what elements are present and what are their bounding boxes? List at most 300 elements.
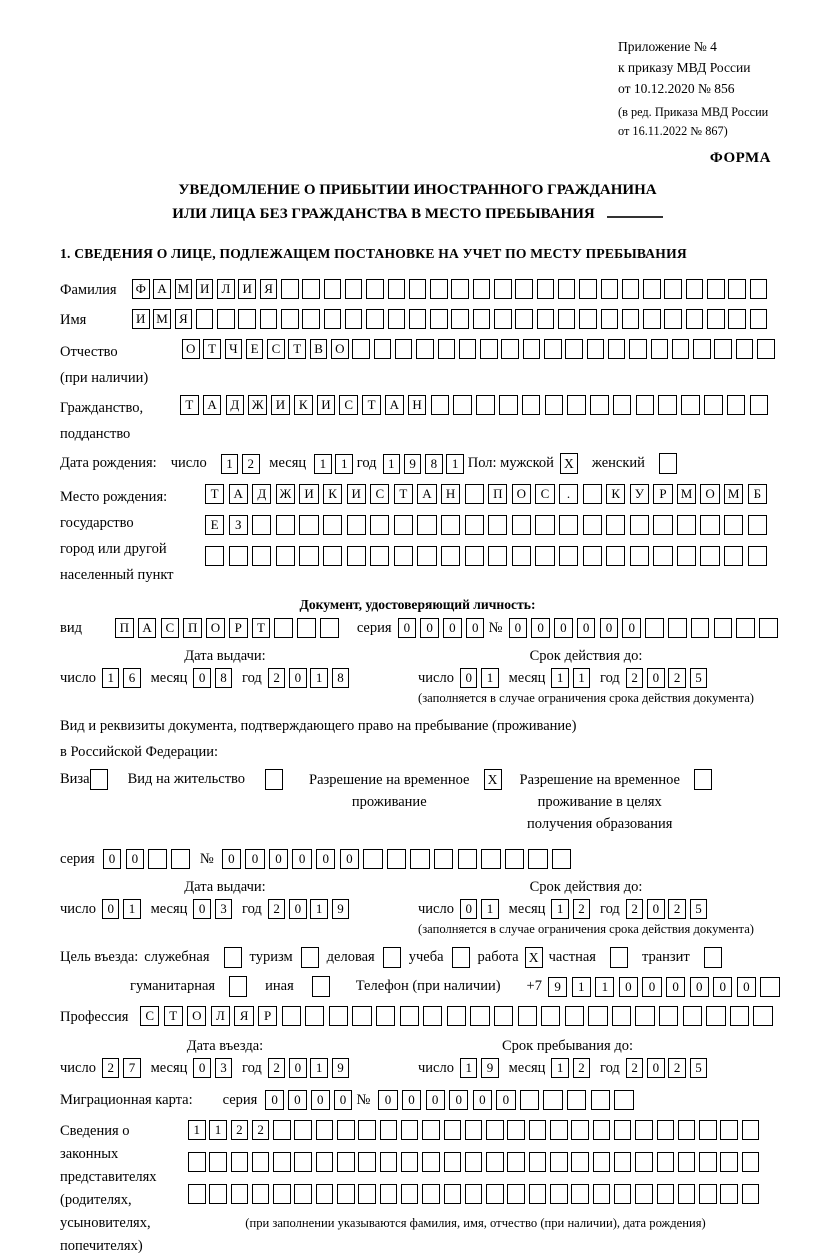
char-box[interactable]: [209, 1184, 227, 1204]
char-box[interactable]: И: [299, 484, 318, 504]
char-box[interactable]: [657, 1184, 675, 1204]
char-box[interactable]: А: [417, 484, 436, 504]
temp-residence-checkbox[interactable]: X: [484, 769, 502, 790]
mc-number-boxes[interactable]: [378, 1090, 638, 1110]
char-box[interactable]: [742, 1120, 760, 1140]
char-box[interactable]: [736, 618, 755, 638]
char-box[interactable]: [458, 849, 477, 869]
char-box[interactable]: [352, 1006, 371, 1026]
char-box[interactable]: [720, 1184, 738, 1204]
char-box[interactable]: 1: [551, 668, 569, 688]
char-box[interactable]: [363, 849, 382, 869]
char-box[interactable]: [401, 1152, 419, 1172]
char-box[interactable]: [565, 1006, 584, 1026]
char-box[interactable]: [370, 515, 389, 535]
char-box[interactable]: [380, 1120, 398, 1140]
char-box[interactable]: [571, 1152, 589, 1172]
char-box[interactable]: Ж: [248, 395, 267, 415]
char-box[interactable]: [750, 395, 769, 415]
char-box[interactable]: [345, 309, 363, 329]
char-box[interactable]: [515, 309, 533, 329]
char-box[interactable]: [320, 618, 339, 638]
char-box[interactable]: [358, 1120, 376, 1140]
char-box[interactable]: 0: [289, 1058, 307, 1078]
char-box[interactable]: 2: [668, 899, 686, 919]
reps-line2-boxes[interactable]: [188, 1152, 763, 1172]
char-box[interactable]: Р: [653, 484, 672, 504]
char-box[interactable]: [571, 1120, 589, 1140]
char-box[interactable]: Е: [205, 515, 224, 535]
char-box[interactable]: [760, 977, 779, 997]
char-box[interactable]: [422, 1120, 440, 1140]
char-box[interactable]: [653, 515, 672, 535]
char-box[interactable]: Т: [180, 395, 199, 415]
char-box[interactable]: [681, 395, 700, 415]
char-box[interactable]: М: [175, 279, 193, 299]
char-box[interactable]: 0: [619, 977, 638, 997]
char-box[interactable]: 3: [215, 1058, 233, 1078]
char-box[interactable]: [593, 1184, 611, 1204]
char-box[interactable]: С: [267, 339, 285, 359]
sex-male-checkbox[interactable]: X: [560, 453, 578, 474]
char-box[interactable]: Д: [226, 395, 245, 415]
char-box[interactable]: Н: [408, 395, 427, 415]
char-box[interactable]: 2: [668, 668, 686, 688]
char-box[interactable]: [622, 279, 640, 299]
visa-checkbox[interactable]: [90, 769, 108, 790]
char-box[interactable]: 9: [404, 454, 422, 474]
char-box[interactable]: Я: [175, 309, 193, 329]
char-box[interactable]: [453, 395, 472, 415]
rd-issue-year-boxes[interactable]: [268, 899, 353, 919]
char-box[interactable]: 0: [647, 899, 665, 919]
char-box[interactable]: [614, 1120, 632, 1140]
char-box[interactable]: [337, 1120, 355, 1140]
char-box[interactable]: 9: [332, 1058, 350, 1078]
char-box[interactable]: [550, 1184, 568, 1204]
char-box[interactable]: 1: [221, 454, 239, 474]
char-box[interactable]: [657, 1152, 675, 1172]
char-box[interactable]: [590, 395, 609, 415]
char-box[interactable]: 0: [311, 1090, 330, 1110]
char-box[interactable]: 1: [123, 899, 141, 919]
char-box[interactable]: 0: [126, 849, 145, 869]
char-box[interactable]: [606, 515, 625, 535]
char-box[interactable]: [273, 1152, 291, 1172]
char-box[interactable]: [501, 339, 519, 359]
char-box[interactable]: [535, 515, 554, 535]
char-box[interactable]: 2: [573, 1058, 591, 1078]
char-box[interactable]: [400, 1006, 419, 1026]
char-box[interactable]: [672, 339, 690, 359]
char-box[interactable]: 1: [446, 454, 464, 474]
char-box[interactable]: [559, 515, 578, 535]
char-box[interactable]: А: [385, 395, 404, 415]
id-issue-day-boxes[interactable]: [102, 668, 145, 688]
char-box[interactable]: [316, 1120, 334, 1140]
char-box[interactable]: 0: [690, 977, 709, 997]
char-box[interactable]: 1: [595, 977, 614, 997]
char-box[interactable]: [678, 1120, 696, 1140]
char-box[interactable]: [567, 1090, 586, 1110]
char-box[interactable]: [430, 309, 448, 329]
char-box[interactable]: [476, 395, 495, 415]
char-box[interactable]: [608, 339, 626, 359]
char-box[interactable]: 1: [572, 977, 591, 997]
char-box[interactable]: 2: [268, 668, 286, 688]
char-box[interactable]: [601, 309, 619, 329]
char-box[interactable]: 0: [193, 1058, 211, 1078]
char-box[interactable]: 2: [242, 454, 260, 474]
char-box[interactable]: [505, 849, 524, 869]
char-box[interactable]: [274, 618, 293, 638]
char-box[interactable]: 2: [626, 899, 644, 919]
char-box[interactable]: [422, 1152, 440, 1172]
char-box[interactable]: [714, 618, 733, 638]
char-box[interactable]: 1: [310, 668, 328, 688]
char-box[interactable]: К: [294, 395, 313, 415]
char-box[interactable]: Я: [234, 1006, 253, 1026]
char-box[interactable]: [529, 1152, 547, 1172]
char-box[interactable]: П: [488, 484, 507, 504]
char-box[interactable]: [643, 309, 661, 329]
char-box[interactable]: 0: [288, 1090, 307, 1110]
char-box[interactable]: [668, 618, 687, 638]
char-box[interactable]: [465, 546, 484, 566]
stay-day-boxes[interactable]: [460, 1058, 503, 1078]
rd-number-boxes[interactable]: [222, 849, 576, 869]
char-box[interactable]: 0: [316, 849, 335, 869]
char-box[interactable]: [571, 1184, 589, 1204]
char-box[interactable]: И: [238, 279, 256, 299]
char-box[interactable]: [635, 1152, 653, 1172]
char-box[interactable]: 1: [481, 668, 499, 688]
char-box[interactable]: М: [724, 484, 743, 504]
char-box[interactable]: [677, 515, 696, 535]
char-box[interactable]: [366, 309, 384, 329]
char-box[interactable]: 1: [335, 454, 353, 474]
char-box[interactable]: [657, 1120, 675, 1140]
char-box[interactable]: [730, 1006, 749, 1026]
char-box[interactable]: С: [140, 1006, 159, 1026]
char-box[interactable]: 0: [466, 618, 485, 638]
char-box[interactable]: [252, 1152, 270, 1172]
char-box[interactable]: [558, 309, 576, 329]
char-box[interactable]: 5: [690, 1058, 708, 1078]
char-box[interactable]: 2: [268, 899, 286, 919]
id-valid-year-boxes[interactable]: [626, 668, 711, 688]
char-box[interactable]: [499, 395, 518, 415]
char-box[interactable]: [614, 1152, 632, 1172]
residence-permit-checkbox[interactable]: [265, 769, 283, 790]
purpose-official-checkbox[interactable]: [224, 947, 242, 968]
char-box[interactable]: 1: [573, 668, 591, 688]
char-box[interactable]: [518, 1006, 537, 1026]
char-box[interactable]: С: [161, 618, 180, 638]
char-box[interactable]: Л: [211, 1006, 230, 1026]
char-box[interactable]: 2: [668, 1058, 686, 1078]
char-box[interactable]: И: [347, 484, 366, 504]
char-box[interactable]: 0: [460, 899, 478, 919]
char-box[interactable]: [231, 1152, 249, 1172]
char-box[interactable]: 0: [245, 849, 264, 869]
char-box[interactable]: [387, 849, 406, 869]
char-box[interactable]: [494, 1006, 513, 1026]
char-box[interactable]: [544, 339, 562, 359]
char-box[interactable]: 0: [269, 849, 288, 869]
char-box[interactable]: З: [229, 515, 248, 535]
char-box[interactable]: [552, 849, 571, 869]
char-box[interactable]: О: [187, 1006, 206, 1026]
char-box[interactable]: [470, 1006, 489, 1026]
char-box[interactable]: 7: [123, 1058, 141, 1078]
char-box[interactable]: [410, 849, 429, 869]
char-box[interactable]: [558, 279, 576, 299]
char-box[interactable]: 0: [103, 849, 122, 869]
char-box[interactable]: [529, 1184, 547, 1204]
char-box[interactable]: [750, 279, 768, 299]
char-box[interactable]: 0: [402, 1090, 421, 1110]
char-box[interactable]: [693, 339, 711, 359]
char-box[interactable]: 1: [551, 899, 569, 919]
char-box[interactable]: [614, 1090, 633, 1110]
birth-place-line3-boxes[interactable]: [205, 546, 771, 566]
char-box[interactable]: 0: [443, 618, 462, 638]
char-box[interactable]: [486, 1152, 504, 1172]
char-box[interactable]: [409, 309, 427, 329]
char-box[interactable]: 9: [481, 1058, 499, 1078]
char-box[interactable]: 2: [268, 1058, 286, 1078]
stay-month-boxes[interactable]: [551, 1058, 594, 1078]
char-box[interactable]: 1: [310, 899, 328, 919]
purpose-study-checkbox[interactable]: [452, 947, 470, 968]
char-box[interactable]: 0: [292, 849, 311, 869]
char-box[interactable]: [659, 1006, 678, 1026]
char-box[interactable]: [727, 395, 746, 415]
char-box[interactable]: 0: [289, 899, 307, 919]
char-box[interactable]: [507, 1184, 525, 1204]
char-box[interactable]: [686, 279, 704, 299]
birth-place-line2-boxes[interactable]: [205, 515, 771, 535]
char-box[interactable]: [444, 1120, 462, 1140]
char-box[interactable]: [217, 309, 235, 329]
char-box[interactable]: [714, 339, 732, 359]
char-box[interactable]: [759, 618, 778, 638]
char-box[interactable]: [480, 339, 498, 359]
char-box[interactable]: [636, 395, 655, 415]
char-box[interactable]: [347, 515, 366, 535]
char-box[interactable]: [630, 546, 649, 566]
char-box[interactable]: [388, 279, 406, 299]
char-box[interactable]: [528, 849, 547, 869]
char-box[interactable]: [282, 1006, 301, 1026]
char-box[interactable]: [565, 339, 583, 359]
char-box[interactable]: Ч: [225, 339, 243, 359]
char-box[interactable]: [742, 1184, 760, 1204]
char-box[interactable]: [252, 1184, 270, 1204]
char-box[interactable]: [252, 515, 271, 535]
char-box[interactable]: 0: [509, 618, 528, 638]
char-box[interactable]: [337, 1152, 355, 1172]
char-box[interactable]: 8: [215, 668, 233, 688]
char-box[interactable]: П: [115, 618, 134, 638]
char-box[interactable]: 1: [209, 1120, 227, 1140]
birth-place-line1-boxes[interactable]: [205, 484, 771, 504]
rd-series-boxes[interactable]: [103, 849, 194, 869]
char-box[interactable]: [486, 1120, 504, 1140]
char-box[interactable]: 0: [647, 1058, 665, 1078]
char-box[interactable]: 0: [531, 618, 550, 638]
char-box[interactable]: [273, 1120, 291, 1140]
char-box[interactable]: [728, 309, 746, 329]
char-box[interactable]: [550, 1152, 568, 1172]
char-box[interactable]: Т: [362, 395, 381, 415]
char-box[interactable]: 0: [398, 618, 417, 638]
char-box[interactable]: [434, 849, 453, 869]
char-box[interactable]: Т: [205, 484, 224, 504]
char-box[interactable]: [352, 339, 370, 359]
char-box[interactable]: [441, 515, 460, 535]
char-box[interactable]: [431, 395, 450, 415]
char-box[interactable]: П: [183, 618, 202, 638]
char-box[interactable]: [700, 515, 719, 535]
char-box[interactable]: [451, 309, 469, 329]
char-box[interactable]: [591, 1090, 610, 1110]
char-box[interactable]: 0: [102, 899, 120, 919]
char-box[interactable]: 1: [314, 454, 332, 474]
purpose-tourism-checkbox[interactable]: [301, 947, 319, 968]
char-box[interactable]: [423, 1006, 442, 1026]
char-box[interactable]: [612, 1006, 631, 1026]
char-box[interactable]: 2: [102, 1058, 120, 1078]
char-box[interactable]: [541, 1006, 560, 1026]
char-box[interactable]: [567, 395, 586, 415]
char-box[interactable]: [635, 1006, 654, 1026]
char-box[interactable]: [622, 309, 640, 329]
char-box[interactable]: [401, 1184, 419, 1204]
purpose-private-checkbox[interactable]: [610, 947, 628, 968]
char-box[interactable]: И: [271, 395, 290, 415]
char-box[interactable]: 0: [496, 1090, 515, 1110]
char-box[interactable]: [635, 1120, 653, 1140]
char-box[interactable]: Р: [258, 1006, 277, 1026]
char-box[interactable]: А: [138, 618, 157, 638]
char-box[interactable]: 2: [626, 668, 644, 688]
char-box[interactable]: [750, 309, 768, 329]
char-box[interactable]: [520, 1090, 539, 1110]
char-box[interactable]: [736, 339, 754, 359]
char-box[interactable]: [651, 339, 669, 359]
char-box[interactable]: [358, 1184, 376, 1204]
rd-issue-month-boxes[interactable]: [193, 899, 236, 919]
char-box[interactable]: 1: [310, 1058, 328, 1078]
char-box[interactable]: [380, 1152, 398, 1172]
char-box[interactable]: О: [700, 484, 719, 504]
char-box[interactable]: [720, 1152, 738, 1172]
char-box[interactable]: 0: [378, 1090, 397, 1110]
char-box[interactable]: [700, 546, 719, 566]
char-box[interactable]: [724, 546, 743, 566]
entry-year-boxes[interactable]: [268, 1058, 353, 1078]
char-box[interactable]: [529, 1120, 547, 1140]
char-box[interactable]: 9: [332, 899, 350, 919]
char-box[interactable]: [488, 546, 507, 566]
char-box[interactable]: О: [331, 339, 349, 359]
char-box[interactable]: [613, 395, 632, 415]
char-box[interactable]: О: [182, 339, 200, 359]
purpose-business-checkbox[interactable]: [383, 947, 401, 968]
char-box[interactable]: [587, 339, 605, 359]
char-box[interactable]: С: [370, 484, 389, 504]
char-box[interactable]: [276, 515, 295, 535]
purpose-other-checkbox[interactable]: [312, 976, 330, 997]
id-valid-month-boxes[interactable]: [551, 668, 594, 688]
char-box[interactable]: [305, 1006, 324, 1026]
char-box[interactable]: 0: [642, 977, 661, 997]
char-box[interactable]: [416, 339, 434, 359]
char-box[interactable]: [704, 395, 723, 415]
char-box[interactable]: [465, 515, 484, 535]
char-box[interactable]: Е: [246, 339, 264, 359]
char-box[interactable]: [742, 1152, 760, 1172]
char-box[interactable]: [588, 1006, 607, 1026]
char-box[interactable]: В: [310, 339, 328, 359]
mc-series-boxes[interactable]: [265, 1090, 356, 1110]
char-box[interactable]: [494, 279, 512, 299]
char-box[interactable]: [323, 546, 342, 566]
char-box[interactable]: [316, 1152, 334, 1172]
char-box[interactable]: [273, 1184, 291, 1204]
char-box[interactable]: [635, 1184, 653, 1204]
char-box[interactable]: [324, 309, 342, 329]
char-box[interactable]: 0: [554, 618, 573, 638]
char-box[interactable]: [299, 515, 318, 535]
char-box[interactable]: [358, 1152, 376, 1172]
char-box[interactable]: [281, 309, 299, 329]
char-box[interactable]: [601, 279, 619, 299]
char-box[interactable]: 0: [193, 899, 211, 919]
char-box[interactable]: [535, 546, 554, 566]
char-box[interactable]: [366, 279, 384, 299]
char-box[interactable]: У: [630, 484, 649, 504]
char-box[interactable]: [465, 1120, 483, 1140]
char-box[interactable]: [481, 849, 500, 869]
char-box[interactable]: [653, 546, 672, 566]
char-box[interactable]: [294, 1120, 312, 1140]
char-box[interactable]: [583, 546, 602, 566]
char-box[interactable]: [188, 1152, 206, 1172]
rd-valid-day-boxes[interactable]: [460, 899, 503, 919]
char-box[interactable]: [537, 279, 555, 299]
char-box[interactable]: 0: [577, 618, 596, 638]
char-box[interactable]: [664, 279, 682, 299]
char-box[interactable]: Ф: [132, 279, 150, 299]
char-box[interactable]: 1: [481, 899, 499, 919]
char-box[interactable]: [401, 1120, 419, 1140]
char-box[interactable]: 9: [548, 977, 567, 997]
char-box[interactable]: О: [206, 618, 225, 638]
char-box[interactable]: С: [339, 395, 358, 415]
rd-valid-month-boxes[interactable]: [551, 899, 594, 919]
char-box[interactable]: [238, 309, 256, 329]
char-box[interactable]: [757, 339, 775, 359]
id-valid-day-boxes[interactable]: [460, 668, 503, 688]
char-box[interactable]: [583, 515, 602, 535]
char-box[interactable]: [720, 1120, 738, 1140]
char-box[interactable]: [748, 546, 767, 566]
char-box[interactable]: 1: [460, 1058, 478, 1078]
char-box[interactable]: [473, 279, 491, 299]
